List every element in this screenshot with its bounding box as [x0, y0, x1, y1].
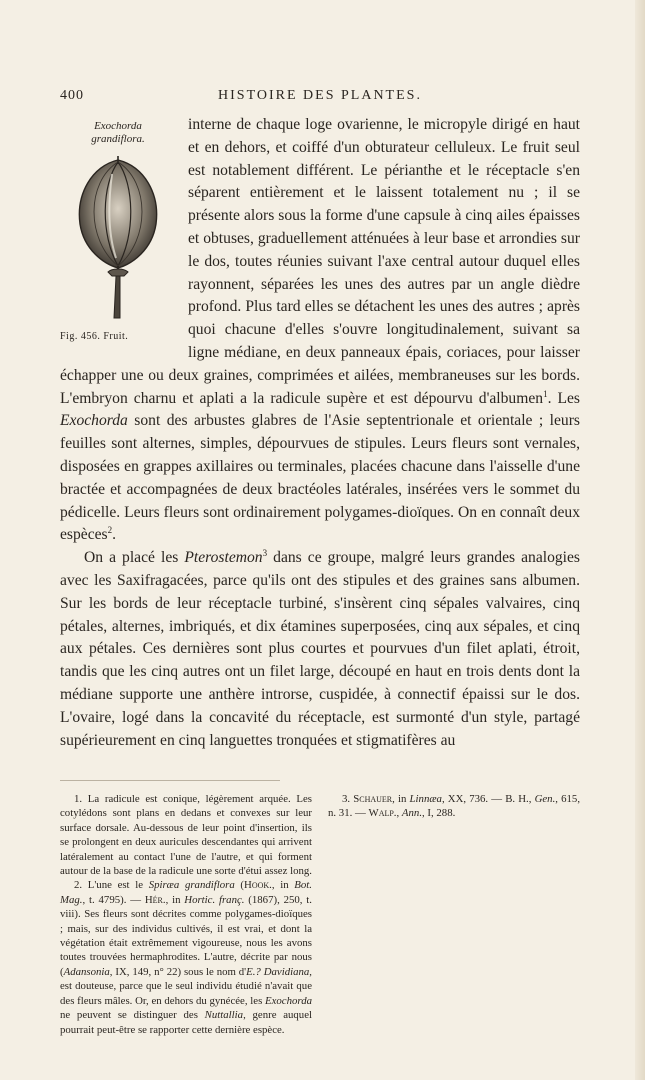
running-title: HISTOIRE DES PLANTES. — [218, 88, 422, 103]
footnote-column-left — [60, 792, 312, 1037]
footnote-ref-3: 3 — [262, 547, 268, 558]
footnote-ref-2: 2 — [107, 525, 113, 536]
genus-pterostemon: Pterostemon — [184, 549, 263, 567]
footnote-1: 1. La radicule est conique, légèrement arquée. Les cotylédons sont plans en dedans et convexes sur leur surface dorsale. Au-dessous de leur point d'insertion, ils se prolongent en deux auricules descendantes qui arrivent latéralement au contact l'une de l'autre, et qui forment autour de la base de la radicule une sorte d'étui assez long. — [60, 793, 312, 878]
footnote-column-right — [328, 792, 580, 821]
paragraph-2: On a placé les Pterostemon$^3$ dans ce groupe, malgré leurs grandes analogies avec les Saxifragacées, parce qu'ils ont des stipules et des graines sans albumen. Sur les bords de leur réceptacle turbiné, s'insèrent cinq sépales valvaires, cinq pétales, alternes, imbriqués, et dix étamines superposées, cinq aux sépales, et cinq aux pétales. Ces dernières sont plus courtes et pourvues d'un filet aplati, étroit, tandis que les cinq autres ont un filet large, découpé en haut en trois dents dont la médiane supporte une anthère introrse, cuspidée, à connectif épaissi sur le dos. L'ovaire, logé dans la concavité du réceptacle, est surmonté d'un style, partagé supérieurement en cinq languettes tronquées et stigmatifères au — [60, 547, 580, 749]
page-number: 400 — [60, 88, 84, 103]
figure-label: Fig. 456. Fruit. — [60, 331, 129, 342]
main-text — [60, 114, 580, 752]
genus-exochorda: Exochorda — [60, 412, 128, 430]
page-edge — [635, 0, 645, 1080]
footnote-2: 2. L'une est le Spiræa grandiflora (Hook., in Bot. Mag., t. 4795). — Hér., in Hortic. franç. (1867), 250, t. viii). Ses fleurs sont décrites comme polygames-dioïques ; mais, sur des individus cultivés, il est vrai, et dont la végétation était extrêmement vigoureuse, nous les avons toutes trouvées hermaphrodites. L'autre, décrite par nous (Adansonia, IX, 149, n° 22) sous le nom d'E.? Davidiana, est douteuse, parce que le seul individu étudié n'avait que des fleurs mâles. Or, en dehors du gynécée, les Exochorda ne peuvent se distinguer des Nuttallia, genre auquel pourrait peut-être se rapporter cette dernière espèce. — [60, 879, 313, 1036]
exochorda-fruit-illustration — [72, 154, 164, 322]
footnote-divider — [60, 780, 280, 781]
figure-456 — [60, 114, 178, 342]
page-header — [60, 88, 580, 108]
figure-species-caption: Exochorda grandiflora. — [91, 120, 145, 145]
footnote-ref-1: 1 — [543, 388, 548, 399]
footnote-3: 3. Schauer, in Linnæa, XX, 736. — B. H., Gen., 615, n. 31. — Walp., Ann., I, 288. — [328, 793, 581, 820]
paragraph-1: interne de chaque loge ovarienne, le micropyle dirigé en haut et en dehors, et coiffé d'un obturateur celluleux. Le fruit seul est notablement différent. Le périanthe et le réceptacle s'en séparent entièrement et le laissent totalement nu ; il se présente alors sous la forme d'une capsule à cinq ailes épaisses et obtuses, graduellement atténuées à leur base et arrondies sur le dos, toutes réunies suivant l'axe central autour duquel elles rayonnent, séparées les unes des autres par un angle dièdre profond. Plus tard elles se détachent les unes des autres ; après quoi chacune d'elles s'ouvre longitudinalement, suivant sa ligne médiane, en deux panneaux épais, coriaces, pour laisser échapper une ou deux graines, comprimées et ailées, membraneuses sur les bords. L'embryon charnu et aplati a la radicule supère et est dépourvu d'albumen$^1$. Les Exochorda sont des arbustes glabres de l'Asie septentrionale et orientale ; leurs feuilles sont alternes, simples, dépourvues de stipules. Leurs fleurs sont vernales, disposées en grappes axillaires ou terminales, placées chacune dans l'aisselle d'une bractée et accompagnées de deux bractéoles latérales, insérées vers le sommet du pédicelle. Leurs fleurs sont ordinairement polygames-dioïques. On en connaît deux espèces$^2$. — [60, 116, 581, 544]
